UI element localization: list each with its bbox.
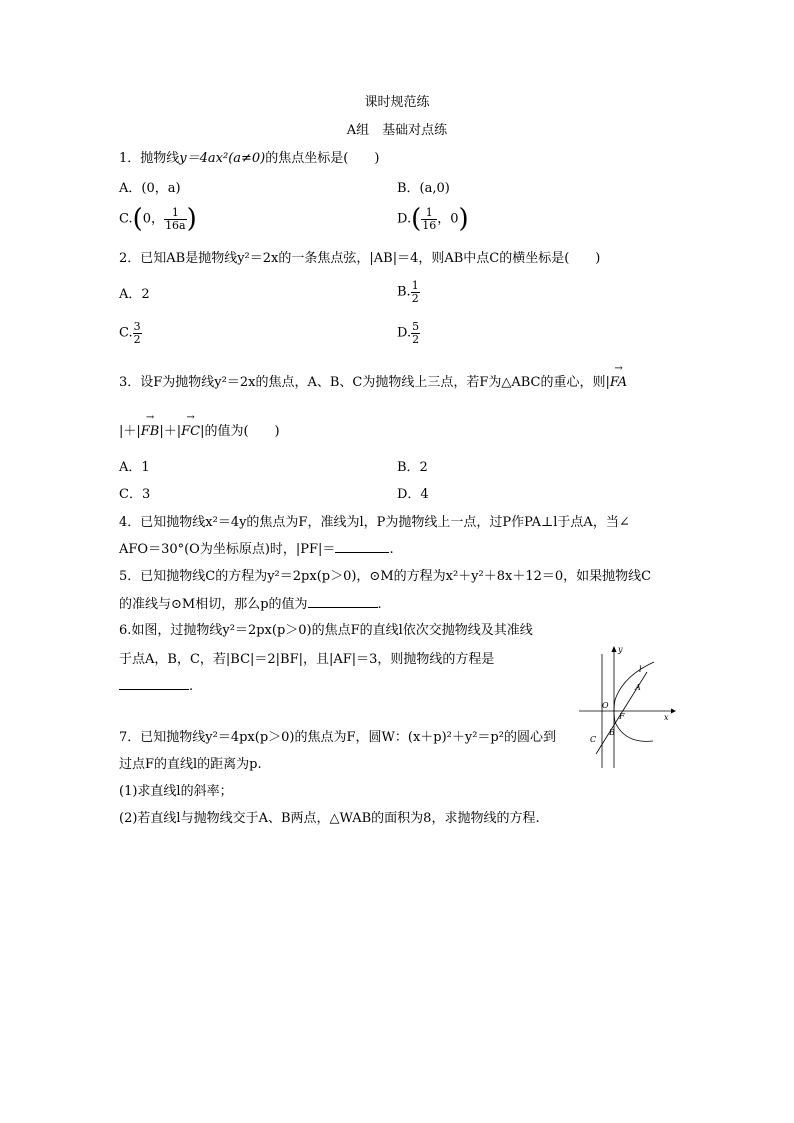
frac-num: 1 [411, 279, 419, 292]
q1-optd-post: ，0 [437, 211, 459, 227]
q1-stem-pre: 1．抛物线 [119, 151, 180, 166]
vector-fc: → FC [181, 425, 200, 438]
x-axis-arrow-icon [671, 709, 676, 714]
q1-optc-mid: 0， [142, 211, 165, 227]
q2-optb-fraction [411, 280, 420, 304]
frac-num: 3 [133, 320, 141, 333]
frac-num: 5 [412, 320, 420, 333]
q4-line1: 4．已知抛物线x²＝4y的焦点为F，准线为l，P为抛物线上一点，过P作PA⊥l于点A，当∠ [119, 515, 630, 530]
q2-stem: 2．已知AB是抛物线y²＝2x的一条焦点弦，|AB|＝4，则AB中点C的横坐标是( ) [119, 251, 601, 266]
q6-line3 [119, 680, 193, 693]
q1-optd-fraction [421, 207, 437, 231]
page-title: 课时规范练 [364, 95, 430, 110]
q3-line1-text: 3．设F为抛物线y²＝2x的焦点，A、B、C为抛物线上三点，若F为△ABC的重心，则| [119, 375, 610, 390]
left-paren: ( [411, 204, 422, 234]
q2-option-c [119, 321, 142, 345]
q1-optc-fraction [164, 207, 187, 231]
q2-optc-fraction [133, 321, 142, 345]
q1-stem-post: 的焦点坐标是( ) [265, 151, 380, 166]
q2-option-d [397, 321, 420, 345]
label-c: C [590, 735, 597, 744]
label-a: A [635, 683, 641, 692]
frac-den: 2 [412, 332, 420, 346]
q7-part1: (1)求直线l的斜率； [119, 784, 233, 799]
q6-answer-blank [119, 689, 189, 690]
frac-num: 1 [421, 207, 437, 220]
frac-den: 2 [133, 332, 141, 346]
q1-stem [119, 152, 379, 165]
section-subtitle: A组 基础对点练 [346, 123, 448, 138]
label-l: l [639, 665, 642, 674]
q2-optd-fraction [411, 321, 420, 345]
q3-option-b: B．2 [397, 460, 428, 475]
q4-line2-post: . [389, 542, 394, 557]
q4-answer-blank [335, 552, 389, 553]
q2-option-b [397, 280, 420, 304]
q2-optd-prefix: D. [397, 325, 412, 341]
q6-line1: 6.如图，过抛物线y²＝2px(p＞0)的焦点F的直线l依次交抛物线及其准线 [119, 623, 533, 638]
label-o: O [602, 701, 609, 710]
label-b: B [609, 728, 615, 737]
q3-line2-post: |的值为( ) [200, 424, 280, 439]
q6-line2: 于点A，B，C，若|BC|＝2|BF|，且|AF|＝3，则抛物线的方程是 [119, 652, 495, 667]
q6-line3-post: . [189, 679, 194, 694]
right-paren: ) [186, 204, 197, 234]
q3-line2 [119, 425, 280, 438]
q5-line1: 5．已知抛物线C的方程为y²＝2px(p＞0)，⊙M的方程为x²＋y²＋8x＋12＝0，如果抛物线C [119, 569, 652, 584]
q1-optc-prefix: C. [119, 211, 133, 227]
q1-option-b: B．(a,0) [397, 181, 450, 196]
q2-option-a: A．2 [119, 287, 150, 302]
q1-stem-eq: y＝4ax²(a≠0) [179, 151, 266, 166]
q7-line2: 过点F的直线l的距离为p. [119, 757, 262, 772]
q2-optc-prefix: C. [119, 325, 133, 341]
y-axis-arrow-icon [612, 646, 617, 652]
q7-part2: (2)若直线l与抛物线交于A、B两点，△WAB的面积为8，求抛物线的方程. [119, 811, 540, 826]
right-paren: ) [458, 204, 469, 234]
vector-fa: → FA [610, 376, 627, 389]
frac-den: 2 [411, 291, 419, 305]
label-y: y [618, 645, 623, 654]
label-f: F [619, 712, 625, 721]
frac-num: 1 [164, 207, 187, 220]
q1-optd-prefix: D. [397, 211, 412, 227]
q3-line1 [119, 376, 627, 389]
q3-option-c: C．3 [119, 487, 151, 502]
q7-line1: 7．已知抛物线y²＝4px(p＞0)的焦点为F，圆W：(x＋p)²＋y²＝p²的圆心到 [119, 730, 556, 745]
frac-den: 16a [165, 218, 186, 232]
q3-option-a: A．1 [119, 460, 150, 475]
q5-line2-pre: 的准线与⊙M相切，那么p的值为 [119, 597, 308, 612]
q3-line2-pre: |＋| [119, 424, 141, 439]
q5-line2 [119, 598, 382, 611]
q3-line2-mid: |＋| [159, 424, 182, 439]
q1-option-c [119, 206, 197, 232]
q3-option-d: D．4 [397, 487, 429, 502]
q5-line2-post: . [377, 597, 382, 612]
q5-answer-blank [308, 607, 378, 608]
vector-fb: → FB [141, 425, 160, 438]
left-paren: ( [132, 204, 143, 234]
parabola-curve [614, 662, 654, 741]
label-x: x [664, 713, 669, 722]
frac-den: 16 [422, 218, 437, 232]
q1-option-a: A．(0，a) [119, 181, 181, 196]
parabola-figure [577, 640, 677, 770]
q2-optb-prefix: B. [397, 284, 411, 300]
q4-line2 [119, 543, 394, 556]
q1-option-d [397, 206, 469, 232]
q4-line2-pre: AFO＝30°(O为坐标原点)时，|PF|＝ [119, 542, 336, 557]
